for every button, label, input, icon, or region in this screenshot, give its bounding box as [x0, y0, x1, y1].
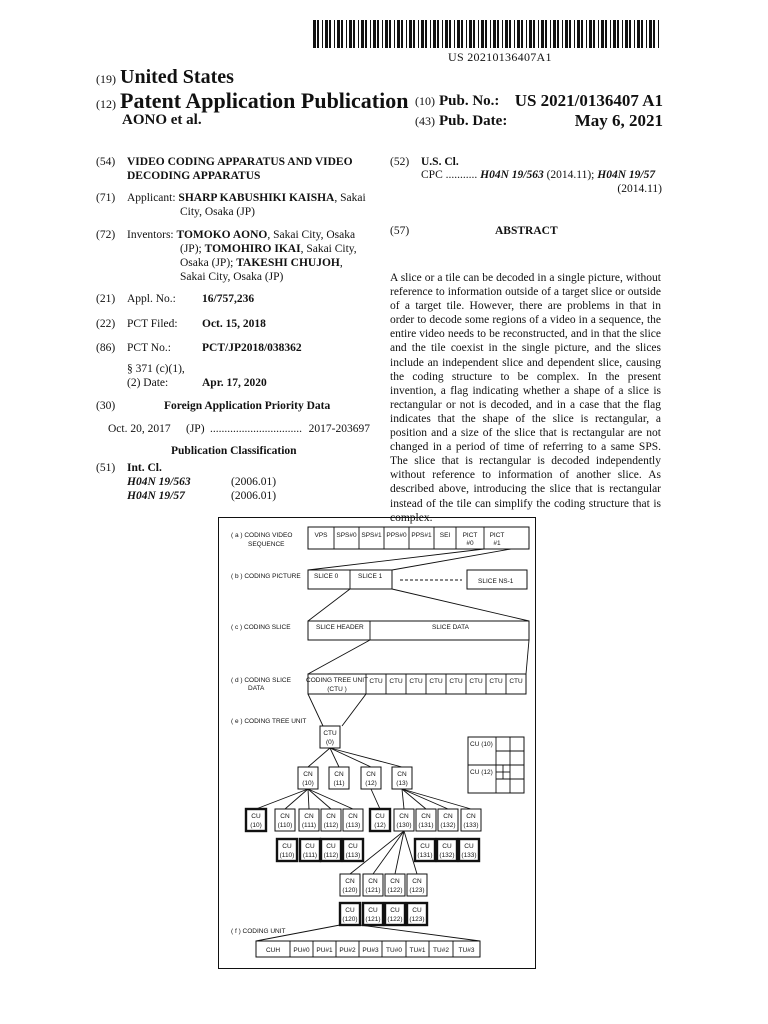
pub-date: May 6, 2021: [574, 111, 663, 130]
ctu-label: CTU: [429, 678, 443, 685]
ctu-label: CTU: [409, 678, 423, 685]
ctu-root-index: (0): [326, 739, 334, 746]
cu-level5-label: CU: [390, 907, 400, 914]
ctu-label: CTU: [449, 678, 463, 685]
pub-number-line: (10) Pub. No.: US 2021/0136407 A1: [415, 91, 663, 110]
slice-data-label: SLICE DATA: [432, 624, 469, 631]
cn-level4-index: (122): [387, 887, 403, 894]
ctu-label: CTU: [389, 678, 403, 685]
priority-field: (30) Foreign Application Priority Data: [96, 400, 331, 412]
node-level2-index: (113): [345, 822, 361, 829]
node-level2: [394, 809, 414, 831]
cn-level4-index: (123): [409, 887, 425, 894]
cu-level3-index: (132): [439, 852, 455, 859]
pct-no-field: (86) PCT No.: PCT/JP2018/038362: [96, 342, 302, 354]
ctu-label: CTU: [489, 678, 503, 685]
invention-title: VIDEO CODING APPARATUS AND VIDEO DECODING APPARATUS: [127, 156, 353, 182]
cn-level4-label: CN: [368, 878, 378, 885]
label-b: ( b ) CODING PICTURE: [231, 573, 301, 580]
cu-level5-index: (120): [342, 916, 358, 923]
node-level2-label: CN: [280, 813, 290, 820]
node-level2-label: CN: [326, 813, 336, 820]
cn-level1-label: CN: [397, 771, 407, 778]
uscl-field: (52) U.S. Cl.: [390, 156, 459, 168]
sequence-item: SPS#1: [361, 532, 382, 539]
grid-cu10-label: CU (10): [470, 741, 493, 748]
priority-entry: Oct. 20, 2017 (JP) ................................ 2017-203697: [108, 423, 370, 435]
ctu-root-label: CTU: [323, 730, 337, 737]
label-a: ( a ) CODING VIDEO: [231, 532, 293, 539]
node-level2-index: (132): [440, 822, 456, 829]
cu-level3-label: CU: [282, 843, 292, 850]
ctu-label: CTU: [369, 678, 383, 685]
node-level2-index: (131): [418, 822, 434, 829]
cn-level1-index: (10): [302, 780, 314, 787]
cu-level3-label: CU: [464, 843, 474, 850]
cu-level3-index: (131): [417, 852, 433, 859]
cu-level3-index: (110): [279, 852, 295, 859]
coding-unit-row: [256, 941, 480, 957]
appl-no-field: (21) Appl. No.: 16/757,236: [96, 293, 255, 305]
node-level2-index: (130): [396, 822, 412, 829]
node-level2-label: CN: [399, 813, 409, 820]
label-f: ( f ) CODING UNIT: [231, 928, 286, 935]
coding-unit-item: PU#2: [339, 947, 356, 954]
coding-unit-item: PU#3: [362, 947, 379, 954]
sequence-item: SEI: [439, 532, 451, 539]
cu-level3: [321, 839, 341, 861]
node-level2-label: CN: [466, 813, 476, 820]
coding-unit-item: TU#2: [433, 947, 449, 954]
sequence-item: PPS#0: [386, 532, 407, 539]
cn-level4-index: (120): [342, 887, 358, 894]
applicant-field: (71) Applicant: SHARP KABUSHIKI KAISHA, Sakai City, Osaka (JP): [96, 192, 366, 218]
coding-unit-item: CUH: [265, 947, 281, 954]
node-level2-index: (10): [250, 822, 262, 829]
cpc-field: CPC ........... H04N 19/563 (2014.11); H04N 19/57 (2014.11): [421, 169, 662, 195]
cn-level1-label: CN: [334, 771, 344, 778]
cu-level3-label: CU: [420, 843, 430, 850]
node-level2-index: (112): [323, 822, 339, 829]
cu-partition-grid: [468, 737, 524, 793]
cn-level4-index: (121): [365, 887, 381, 894]
cu-level3: [277, 839, 297, 861]
cn-level1-index: (12): [365, 780, 377, 787]
cn-level1: [298, 767, 318, 789]
node-level2: [416, 809, 436, 831]
node-level2-index: (133): [463, 822, 479, 829]
cu-level5: [363, 903, 383, 925]
cu-level5-index: (121): [365, 916, 381, 923]
label-d: ( d ) CODING SLICE: [231, 677, 291, 684]
node-level2: [321, 809, 341, 831]
node-level2-index: (110): [277, 822, 293, 829]
cu-level3: [343, 839, 363, 861]
node-level2: [246, 809, 266, 831]
cn-level1: [329, 767, 349, 789]
ctu-label: CTU: [469, 678, 483, 685]
cu-level3-index: (111): [302, 852, 318, 859]
cu-level3-index: (133): [461, 852, 477, 859]
barcode-number: US 20210136407A1: [448, 50, 552, 64]
cu-level5-label: CU: [412, 907, 422, 914]
ctu-root: [320, 726, 340, 748]
label-c: ( c ) CODING SLICE: [231, 624, 291, 631]
intcl-list: H04N 19/563 (2006.01) H04N 19/57 (2006.01): [127, 476, 277, 502]
ctu-label: CTU: [509, 678, 523, 685]
cn-level1: [392, 767, 412, 789]
cu-level5: [340, 903, 360, 925]
pub-number: US 2021/0136407 A1: [514, 91, 663, 110]
cu-level3-index: (112): [323, 852, 339, 859]
cu-level3-label: CU: [348, 843, 358, 850]
cn-level1-index: (13): [396, 780, 408, 787]
sequence-item: SPS#0: [336, 532, 357, 539]
publication-type: Patent Application Publication: [120, 88, 409, 113]
slice-data-row: [306, 674, 526, 694]
cu-level3-index: (113): [345, 852, 361, 859]
cu-level5-index: (122): [387, 916, 403, 923]
slice-0-label: SLICE 0: [314, 573, 339, 580]
title-field: (54) VIDEO CODING APPARATUS AND VIDEO DECODING APPARATUS: [96, 155, 376, 183]
cn-level1-label: CN: [303, 771, 313, 778]
cn-level1-index: (11): [333, 780, 345, 787]
node-level2-index: (12): [374, 822, 386, 829]
cn-level4-label: CN: [390, 878, 400, 885]
coding-unit-item: TU#1: [409, 947, 426, 954]
coding-structure-figure: [218, 517, 536, 969]
s371-field: § 371 (c)(1), (2) Date: Apr. 17, 2020: [127, 363, 267, 389]
cn-level4: [407, 874, 427, 896]
node-level2-label: CU: [375, 813, 385, 820]
node-level2-label: CN: [348, 813, 358, 820]
pict-0-label: PICT: [462, 532, 478, 539]
cu-level3-label: CU: [442, 843, 452, 850]
cn-level4-label: CN: [345, 878, 355, 885]
cu-level3-label: CU: [326, 843, 336, 850]
cu-level5: [407, 903, 427, 925]
cu-level5-index: (123): [409, 916, 425, 923]
country-line: (19) United States: [96, 66, 234, 88]
cu-level5: [385, 903, 405, 925]
cn-level4: [363, 874, 383, 896]
pict-0-index: #0: [466, 540, 474, 547]
coding-unit-item: PU#1: [316, 947, 333, 954]
video-sequence-row: [308, 527, 529, 570]
node-level2: [299, 809, 319, 831]
cu-level3: [300, 839, 320, 861]
node-level2-label: CN: [443, 813, 453, 820]
grid-cu12-label: CU (12): [470, 769, 493, 776]
sequence-item: PPS#1: [411, 532, 432, 539]
ctu-first-label: CODING TREE UNIT: [306, 677, 368, 684]
cu-level5-label: CU: [345, 907, 355, 914]
coding-tree: [246, 726, 481, 941]
cu-level5-label: CU: [368, 907, 378, 914]
authors: AONO et al.: [122, 112, 202, 128]
publication-type-line: (12) Patent Application Publication: [96, 88, 409, 113]
cn-level4: [340, 874, 360, 896]
node-level2: [461, 809, 481, 831]
coding-unit-item: PU#0: [293, 947, 310, 954]
node-level2-label: CN: [421, 813, 431, 820]
pub-date-line: (43) Pub. Date: May 6, 2021: [415, 111, 663, 130]
country: United States: [120, 66, 234, 88]
barcode: [313, 20, 663, 48]
slice-1-label: SLICE 1: [358, 573, 383, 580]
sequence-item: VPS: [314, 532, 328, 539]
cu-level3-label: CU: [305, 843, 315, 850]
applicant-name: SHARP KABUSHIKI KAISHA: [178, 192, 335, 204]
cn-level4: [385, 874, 405, 896]
coding-unit-item: TU#3: [458, 947, 475, 954]
slice-last-label: SLICE NS-1: [478, 578, 514, 585]
slice-header-label: SLICE HEADER: [316, 624, 364, 631]
node-level2: [370, 809, 390, 831]
node-level2: [438, 809, 458, 831]
cu-level3: [415, 839, 435, 861]
abstract-heading: (57) ABSTRACT: [390, 225, 558, 237]
cn-level4-label: CN: [412, 878, 422, 885]
node-level2-index: (111): [301, 822, 317, 829]
cu-level3: [459, 839, 479, 861]
abstract-text: A slice or a tile can be decoded in a single picture, without reference to information outside of a target slice or outside of a target tile. However, there are problems in that in order to decode some regions of a video in a sequence, the entire video needs to be reconstructed, and in that the slice and the tile coexist in the single picture, and the slices include an independent slice and dependent slice, causing the coding structure to be complex. In the present invention, a flag indicating whether a shape of a slice is rectangular or not is decoded, and in a case that the flag indicates that the shape of the slice is rectangular, a position and a size of the slice that is rectangular are not changed in a period of time of referring to a same SPS. The slice that is rectangular is decoded independently without reference to information of another slice. As described above, introducing the slice that is rectangular instead of the tile can simplify the coding structure that is complex.: [390, 272, 661, 524]
cn-level1-label: CN: [366, 771, 376, 778]
publication-classification-title: Publication Classification: [171, 445, 297, 457]
coding-unit-item: TU#0: [386, 947, 402, 954]
node-level2: [275, 809, 295, 831]
intcl-field: (51) Int. Cl.: [96, 462, 162, 474]
label-e: ( e ) CODING TREE UNIT: [231, 718, 307, 725]
cu-level3: [437, 839, 457, 861]
cn-level1: [361, 767, 381, 789]
svg-text:DATA: DATA: [248, 685, 265, 692]
node-level2-label: CN: [304, 813, 314, 820]
svg-text:SEQUENCE: SEQUENCE: [248, 541, 285, 548]
ctu-first-index: (CTU ): [327, 686, 347, 693]
pict-1-index: #1: [493, 540, 501, 547]
pict-1-label: PICT: [489, 532, 505, 539]
node-level2-label: CU: [251, 813, 261, 820]
pct-filed-field: (22) PCT Filed: Oct. 15, 2018: [96, 318, 266, 330]
node-level2: [343, 809, 363, 831]
inventors-field: (72) Inventors: TOMOKO AONO, Sakai City, Osaka (JP); TOMOHIRO IKAI, Sakai City, Osaka (JP); TAKESHI CHUJOH, Sakai City, Osaka (JP): [96, 229, 357, 283]
